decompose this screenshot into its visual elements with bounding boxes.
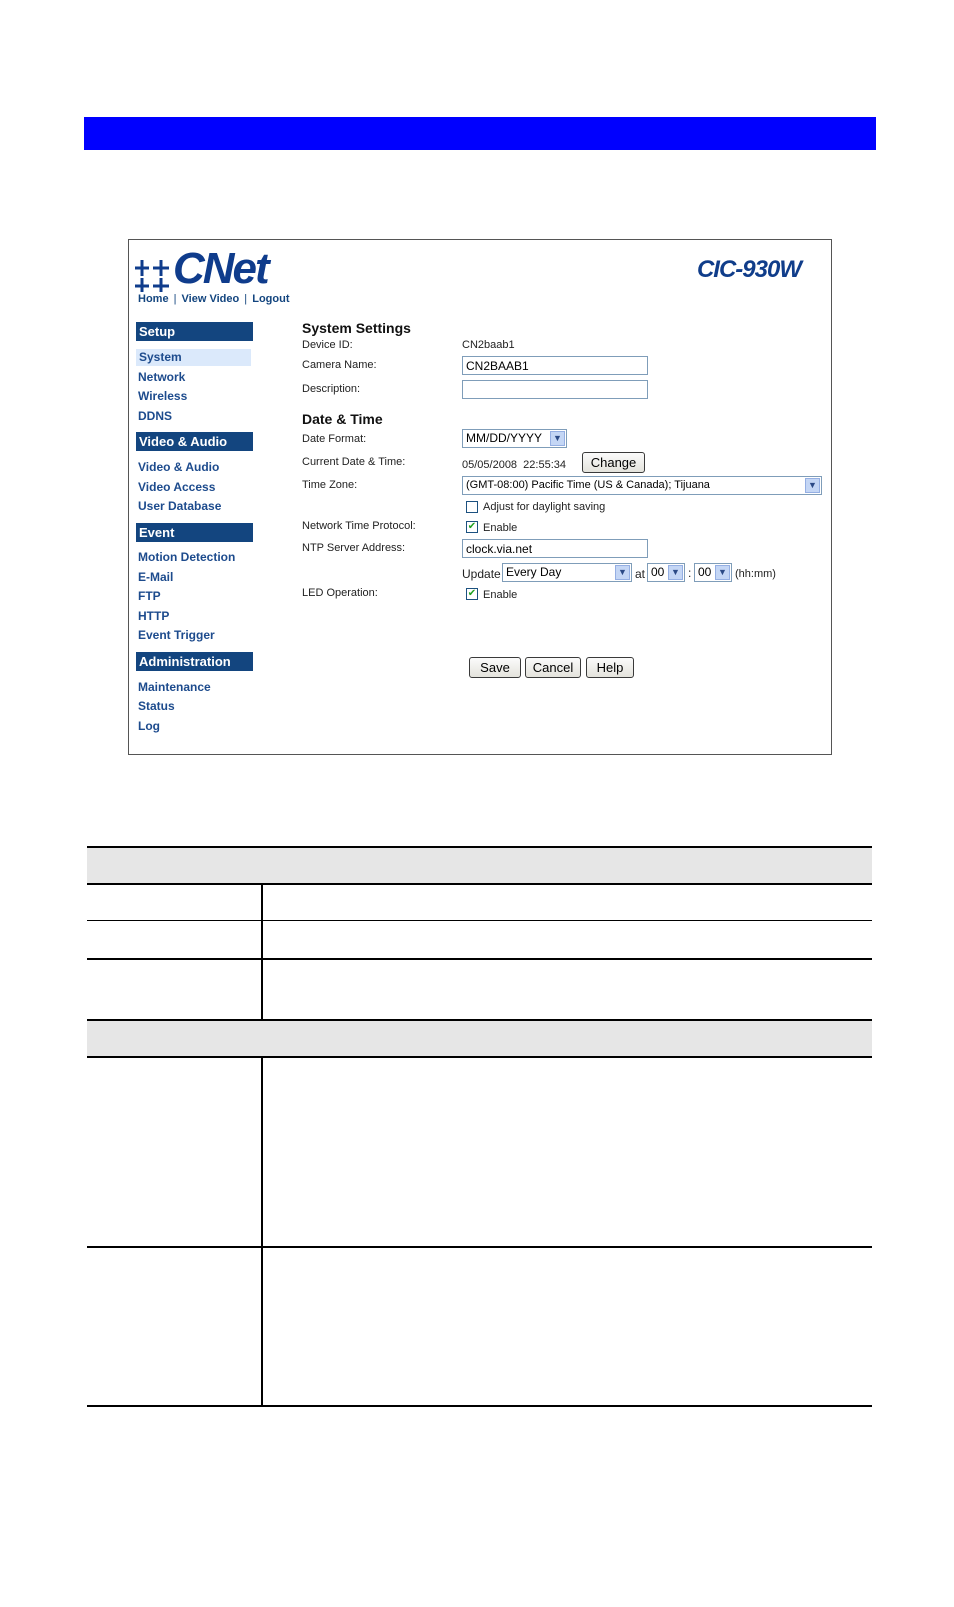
nav-item-ddns[interactable]: DDNS: [138, 409, 173, 423]
nav-item-network[interactable]: Network: [138, 370, 186, 384]
date-format-select[interactable]: [462, 429, 567, 448]
ntp-label: Network Time Protocol:: [302, 520, 416, 532]
nav-item-event-trigger[interactable]: Event Trigger: [138, 628, 215, 642]
dst-label: Adjust for daylight saving: [483, 501, 606, 513]
chevron-down-icon: ▼: [550, 431, 565, 446]
nav-item-status[interactable]: Status: [138, 699, 175, 713]
nav-header-video-audio: Video & Audio: [136, 432, 253, 451]
table-rule: [87, 1056, 872, 1058]
table-rule: [87, 1405, 872, 1407]
table-rule: [87, 1019, 872, 1021]
camera-name-label: Camera Name:: [302, 359, 377, 371]
update-minute-select[interactable]: [694, 563, 732, 582]
chevron-down-icon: ▼: [805, 478, 820, 493]
nav-item-system[interactable]: System: [136, 349, 251, 366]
chevron-down-icon: ▼: [615, 565, 630, 580]
table-column-divider: [261, 1057, 263, 1407]
camera-name-input[interactable]: CN2BAAB1: [462, 356, 648, 375]
nav-header-setup: Setup: [136, 322, 253, 341]
date-time-heading: Date & Time: [302, 411, 383, 427]
update-hour-select[interactable]: [647, 563, 685, 582]
description-input[interactable]: [462, 380, 648, 399]
table-rule: [87, 920, 872, 921]
ntp-server-input[interactable]: clock.via.net: [462, 539, 648, 558]
separator: |: [244, 293, 248, 305]
chevron-down-icon: ▼: [715, 565, 730, 580]
current-datetime-label: Current Date & Time:: [302, 456, 406, 468]
table-header-row: [87, 846, 872, 884]
nav-item-wireless[interactable]: Wireless: [138, 389, 188, 403]
nav-item-video-audio[interactable]: Video & Audio: [138, 460, 220, 474]
update-frequency-select[interactable]: [502, 563, 632, 582]
nav-header-administration: Administration: [136, 652, 253, 671]
nav-item-maintenance[interactable]: Maintenance: [138, 680, 211, 694]
update-hour-value: 00: [651, 565, 665, 579]
update-frequency-value: Every Day: [506, 565, 562, 579]
title-bar: [84, 117, 876, 150]
date-format-value: MM/DD/YYYY: [466, 431, 543, 445]
nav-item-video-access[interactable]: Video Access: [138, 480, 216, 494]
ntp-enable-checkbox[interactable]: [466, 521, 478, 533]
hhmm-label: (hh:mm): [735, 568, 776, 580]
cnet-logo: [133, 246, 273, 292]
description-label: Description:: [302, 383, 361, 395]
timezone-select[interactable]: [462, 476, 822, 495]
led-operation-label: LED Operation:: [302, 587, 378, 599]
nav-item-http[interactable]: HTTP: [138, 609, 170, 623]
ntp-server-label: NTP Server Address:: [302, 542, 406, 554]
table-rule: [87, 958, 872, 960]
checkmark-icon: ✔: [467, 521, 477, 532]
led-enable-checkbox[interactable]: [466, 588, 478, 600]
table-rule: [87, 846, 872, 848]
timezone-label: Time Zone:: [302, 479, 358, 491]
table-rule: [87, 883, 872, 885]
table-rule: [87, 1246, 872, 1248]
cancel-button[interactable]: Cancel: [525, 657, 581, 678]
device-id-value: CN2baab1: [462, 339, 515, 351]
change-button[interactable]: Change: [582, 452, 645, 473]
table-header-row: [87, 1020, 872, 1057]
cnet-logo-mark-icon: [133, 254, 173, 294]
model-name: CIC-930W: [696, 256, 801, 283]
date-format-label: Date Format:: [302, 433, 367, 445]
checkmark-icon: ✔: [467, 588, 477, 599]
nav-item-email[interactable]: E-Mail: [138, 570, 174, 584]
table-column-divider: [261, 884, 263, 1020]
logout-link[interactable]: Logout: [252, 293, 290, 305]
chevron-down-icon: ▼: [668, 565, 683, 580]
save-button[interactable]: Save: [469, 657, 521, 678]
led-enable-label: Enable: [483, 589, 518, 601]
system-settings-heading: System Settings: [302, 320, 411, 336]
dst-checkbox[interactable]: [466, 501, 478, 513]
view-video-link[interactable]: View Video: [181, 293, 240, 305]
home-link[interactable]: Home: [138, 293, 169, 305]
at-label: at: [635, 567, 646, 581]
update-label: Update: [462, 567, 501, 581]
ntp-enable-label: Enable: [483, 522, 518, 534]
separator: |: [173, 293, 177, 305]
current-datetime-value: 05/05/2008 22:55:34: [462, 459, 566, 471]
top-links: [138, 293, 289, 305]
timezone-value: (GMT-08:00) Pacific Time (US & Canada); Tijuana: [466, 479, 710, 491]
update-minute-value: 00: [698, 565, 712, 579]
nav-item-log[interactable]: Log: [138, 719, 160, 733]
help-button[interactable]: Help: [586, 657, 634, 678]
device-id-label: Device ID:: [302, 339, 353, 351]
time-colon: :: [688, 566, 692, 580]
nav-item-motion-detection[interactable]: Motion Detection: [138, 550, 236, 564]
nav-item-user-database[interactable]: User Database: [138, 499, 222, 513]
cnet-logo-text: CNet: [173, 244, 268, 293]
camera-web-ui-screenshot: [128, 239, 832, 755]
nav-header-event: Event: [136, 523, 253, 542]
nav-item-ftp[interactable]: FTP: [138, 589, 161, 603]
